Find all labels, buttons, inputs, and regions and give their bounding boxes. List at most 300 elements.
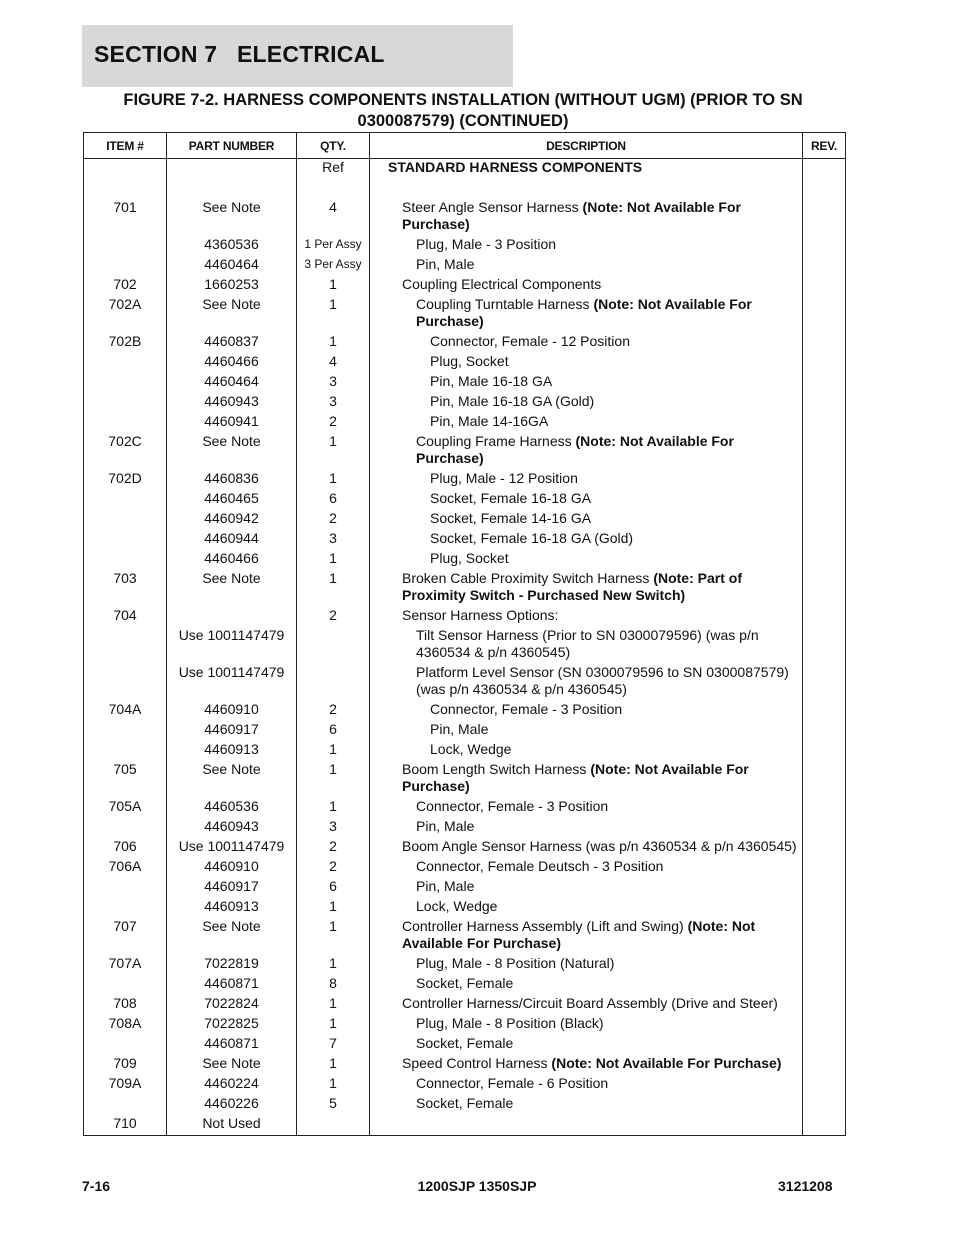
part-number-cell: Use 1001147479: [167, 838, 297, 858]
item-number-cell: 703: [84, 570, 167, 607]
rev-cell: [803, 199, 846, 236]
quantity-cell: 1: [297, 1015, 370, 1035]
item-number-cell: 707: [84, 918, 167, 955]
rev-cell: [803, 838, 846, 858]
quantity-cell: 2: [297, 607, 370, 627]
part-number-cell: 4460913: [167, 898, 297, 918]
description-cell: [370, 433, 803, 470]
description-note: (Note: Part of Proximity Switch - Purchased New Switch): [402, 570, 742, 603]
item-number-cell: 705A: [84, 798, 167, 818]
part-number-cell: Use 1001147479: [167, 664, 297, 701]
description-cell: [370, 510, 803, 530]
description-text: Socket, Female: [416, 975, 514, 991]
rev-cell: [803, 333, 846, 353]
table-row: [84, 256, 846, 276]
part-number-cell: 4460913: [167, 741, 297, 761]
item-number-cell: 710: [84, 1115, 167, 1136]
rev-cell: [803, 741, 846, 761]
rev-cell: [803, 1035, 846, 1055]
quantity-cell: [297, 627, 370, 664]
item-number-cell: 707A: [84, 955, 167, 975]
quantity-cell: [297, 664, 370, 701]
table-row: [84, 898, 846, 918]
table-row: [84, 741, 846, 761]
table-row: [84, 838, 846, 858]
item-number-cell: 709: [84, 1055, 167, 1075]
table-row: [84, 393, 846, 413]
description-cell: [370, 1015, 803, 1035]
table-row: [84, 296, 846, 333]
description-cell: [370, 975, 803, 995]
table-row: [84, 664, 846, 701]
item-number-cell: 704: [84, 607, 167, 627]
table-row: [84, 159, 846, 180]
rev-cell: [803, 256, 846, 276]
item-number-cell: 702C: [84, 433, 167, 470]
table-row: [84, 490, 846, 510]
part-number-cell: 4460837: [167, 333, 297, 353]
rev-cell: [803, 179, 846, 199]
rev-cell: [803, 1115, 846, 1136]
rev-cell: [803, 955, 846, 975]
description-text: Connector, Female - 3 Position: [416, 798, 609, 814]
table-row: [84, 955, 846, 975]
rev-cell: [803, 550, 846, 570]
quantity-cell: 1: [297, 1055, 370, 1075]
table-row: [84, 858, 846, 878]
description-cell: [370, 701, 803, 721]
quantity-cell: 1: [297, 470, 370, 490]
table-row: [84, 701, 846, 721]
rev-cell: [803, 721, 846, 741]
description-cell: [370, 393, 803, 413]
quantity-cell: 2: [297, 510, 370, 530]
page-number: 7-16: [82, 1178, 111, 1194]
rev-cell: [803, 433, 846, 470]
table-row: [84, 276, 846, 296]
rev-cell: [803, 1055, 846, 1075]
rev-cell: [803, 701, 846, 721]
rev-cell: [803, 1075, 846, 1095]
part-number-cell: 4460942: [167, 510, 297, 530]
description-note: (Note: Not Available For Purchase): [416, 296, 752, 329]
part-number-cell: 4460917: [167, 878, 297, 898]
description-text: Tilt Sensor Harness (Prior to SN 0300079596) (was p/n 4360534 & p/n 4360545): [416, 627, 759, 660]
column-header-item: ITEM #: [84, 133, 167, 159]
quantity-cell: [297, 179, 370, 199]
description-cell: [370, 413, 803, 433]
quantity-cell: 1: [297, 761, 370, 798]
part-number-cell: 4460536: [167, 798, 297, 818]
description-text: Socket, Female 16-18 GA (Gold): [430, 530, 634, 546]
quantity-cell: 1: [297, 276, 370, 296]
rev-cell: [803, 898, 846, 918]
quantity-cell: 1: [297, 1075, 370, 1095]
rev-cell: [803, 236, 846, 256]
description-note: (Note: Not Available For Purchase): [551, 1055, 782, 1071]
table-row: [84, 1115, 846, 1136]
part-number-cell: 4460944: [167, 530, 297, 550]
figure-title: [82, 90, 844, 132]
table-row: [84, 550, 846, 570]
description-cell: [370, 490, 803, 510]
item-number-cell: [84, 721, 167, 741]
item-number-cell: 702B: [84, 333, 167, 353]
description-cell: [370, 798, 803, 818]
quantity-cell: 1: [297, 741, 370, 761]
item-number-cell: [84, 393, 167, 413]
rev-cell: [803, 818, 846, 838]
table-row: [84, 607, 846, 627]
table-row: [84, 761, 846, 798]
rev-cell: [803, 413, 846, 433]
table-row: [84, 199, 846, 236]
item-number-cell: [84, 1035, 167, 1055]
item-number-cell: 706: [84, 838, 167, 858]
quantity-cell: 2: [297, 413, 370, 433]
description-text: Coupling Frame Harness: [416, 433, 576, 449]
rev-cell: [803, 858, 846, 878]
description-text: Socket, Female 16-18 GA: [430, 490, 592, 506]
description-cell: [370, 179, 803, 199]
part-number-cell: 4460224: [167, 1075, 297, 1095]
description-cell: [370, 236, 803, 256]
part-number-cell: 4460466: [167, 353, 297, 373]
rev-cell: [803, 1095, 846, 1115]
rev-cell: [803, 878, 846, 898]
description-text: Socket, Female 14-16 GA: [430, 510, 592, 526]
item-number-cell: [84, 818, 167, 838]
quantity-cell: 3: [297, 818, 370, 838]
table-row: [84, 721, 846, 741]
description-cell: [370, 570, 803, 607]
table-row: [84, 1015, 846, 1035]
description-note: (Note: Not Available For Purchase): [402, 199, 741, 232]
part-number-cell: [167, 159, 297, 180]
item-number-cell: [84, 741, 167, 761]
item-number-cell: 702: [84, 276, 167, 296]
quantity-cell: 6: [297, 490, 370, 510]
description-cell: [370, 918, 803, 955]
description-cell: [370, 199, 803, 236]
rev-cell: [803, 470, 846, 490]
table-row: [84, 333, 846, 353]
description-cell: [370, 276, 803, 296]
quantity-cell: 1: [297, 798, 370, 818]
quantity-cell: 1: [297, 550, 370, 570]
table-row: [84, 1055, 846, 1075]
description-text: Speed Control Harness: [402, 1055, 552, 1071]
part-number-cell: See Note: [167, 1055, 297, 1075]
description-text: Socket, Female: [416, 1095, 514, 1111]
quantity-cell: 4: [297, 353, 370, 373]
quantity-cell: Ref: [297, 159, 370, 180]
description-text: Pin, Male: [430, 721, 489, 737]
table-row: [84, 818, 846, 838]
figure-title-line-2: 0300087579) (CONTINUED): [357, 112, 569, 130]
part-number-cell: 4460836: [167, 470, 297, 490]
description-text: Pin, Male: [416, 878, 475, 894]
part-number-cell: Not Used: [167, 1115, 297, 1136]
table-row: [84, 798, 846, 818]
quantity-cell: 3: [297, 373, 370, 393]
table-row: [84, 975, 846, 995]
table-header-row: [84, 133, 846, 159]
table-body: [84, 159, 846, 1136]
description-text: Broken Cable Proximity Switch Harness: [402, 570, 654, 586]
part-number-cell: 4460943: [167, 818, 297, 838]
item-number-cell: 705: [84, 761, 167, 798]
part-number-cell: 4360536: [167, 236, 297, 256]
part-number-cell: 4460917: [167, 721, 297, 741]
item-number-cell: [84, 256, 167, 276]
part-number-cell: See Note: [167, 761, 297, 798]
table-row: [84, 530, 846, 550]
rev-cell: [803, 276, 846, 296]
description-cell: [370, 898, 803, 918]
description-cell: [370, 858, 803, 878]
table-row: [84, 510, 846, 530]
quantity-cell: 1: [297, 898, 370, 918]
description-cell: [370, 741, 803, 761]
quantity-cell: 3: [297, 530, 370, 550]
column-header-description: DESCRIPTION: [370, 133, 803, 159]
description-text: Pin, Male 14-16GA: [430, 413, 549, 429]
model-label: 1200SJP 1350SJP: [417, 1178, 537, 1194]
rev-cell: [803, 975, 846, 995]
quantity-cell: 1 Per Assy: [297, 236, 370, 256]
description-cell: [370, 627, 803, 664]
description-note: (Note: Not Available For Purchase): [416, 433, 734, 466]
rev-cell: [803, 510, 846, 530]
table-row: [84, 236, 846, 256]
description-text: Boom Length Switch Harness: [402, 761, 591, 777]
table-row: [84, 878, 846, 898]
description-note: STANDARD HARNESS COMPONENTS: [388, 159, 643, 175]
description-text: Connector, Female Deutsch - 3 Position: [416, 858, 664, 874]
description-cell: [370, 995, 803, 1015]
description-cell: [370, 353, 803, 373]
part-number-cell: 4460465: [167, 490, 297, 510]
item-number-cell: [84, 413, 167, 433]
table-row: [84, 373, 846, 393]
description-text: Plug, Male - 3 Position: [416, 236, 557, 252]
table-row: [84, 570, 846, 607]
item-number-cell: 706A: [84, 858, 167, 878]
part-number-cell: 4460941: [167, 413, 297, 433]
description-text: Lock, Wedge: [430, 741, 512, 757]
part-number-cell: 4460943: [167, 393, 297, 413]
quantity-cell: 8: [297, 975, 370, 995]
description-cell: [370, 1075, 803, 1095]
table-row: [84, 413, 846, 433]
document-number: 3121208: [778, 1178, 833, 1194]
part-number-cell: See Note: [167, 433, 297, 470]
item-number-cell: [84, 627, 167, 664]
rev-cell: [803, 1015, 846, 1035]
description-text: Pin, Male 16-18 GA: [430, 373, 553, 389]
description-text: Plug, Socket: [430, 353, 509, 369]
column-header-part-number: PART NUMBER: [167, 133, 297, 159]
quantity-cell: 4: [297, 199, 370, 236]
rev-cell: [803, 373, 846, 393]
part-number-cell: 4460871: [167, 1035, 297, 1055]
rev-cell: [803, 296, 846, 333]
part-number-cell: See Note: [167, 199, 297, 236]
part-number-cell: 7022824: [167, 995, 297, 1015]
table-row: [84, 1095, 846, 1115]
description-cell: [370, 256, 803, 276]
part-number-cell: 1660253: [167, 276, 297, 296]
item-number-cell: [84, 1095, 167, 1115]
rev-cell: [803, 353, 846, 373]
description-text: Plug, Male - 12 Position: [430, 470, 578, 486]
part-number-cell: [167, 179, 297, 199]
item-number-cell: 709A: [84, 1075, 167, 1095]
part-number-cell: 4460871: [167, 975, 297, 995]
quantity-cell: [297, 1115, 370, 1136]
description-text: Socket, Female: [416, 1035, 514, 1051]
item-number-cell: [84, 179, 167, 199]
description-text: Controller Harness/Circuit Board Assembly (Drive and Steer): [402, 995, 778, 1011]
description-text: Plug, Male - 8 Position (Natural): [416, 955, 615, 971]
rev-cell: [803, 664, 846, 701]
rev-cell: [803, 761, 846, 798]
description-cell: [370, 373, 803, 393]
item-number-cell: 701: [84, 199, 167, 236]
quantity-cell: 1: [297, 433, 370, 470]
description-cell: [370, 1035, 803, 1055]
description-text: Sensor Harness Options:: [402, 607, 559, 623]
item-number-cell: [84, 510, 167, 530]
description-cell: [370, 1095, 803, 1115]
parts-table: [83, 132, 846, 1136]
description-cell: [370, 550, 803, 570]
column-header-qty: QTY.: [297, 133, 370, 159]
part-number-cell: 7022825: [167, 1015, 297, 1035]
part-number-cell: 4460464: [167, 373, 297, 393]
description-cell: [370, 159, 803, 180]
description-cell: [370, 607, 803, 627]
description-text: Boom Angle Sensor Harness (was p/n 4360534 & p/n 4360545): [402, 838, 797, 854]
quantity-cell: 1: [297, 995, 370, 1015]
description-text: Plug, Male - 8 Position (Black): [416, 1015, 604, 1031]
quantity-cell: 3: [297, 393, 370, 413]
part-number-cell: See Note: [167, 918, 297, 955]
description-cell: [370, 333, 803, 353]
item-number-cell: 708A: [84, 1015, 167, 1035]
quantity-cell: 1: [297, 955, 370, 975]
table-row: [84, 433, 846, 470]
description-text: Pin, Male: [416, 818, 475, 834]
description-text: Coupling Turntable Harness: [416, 296, 594, 312]
description-cell: [370, 955, 803, 975]
item-number-cell: [84, 878, 167, 898]
quantity-cell: 1: [297, 296, 370, 333]
item-number-cell: [84, 898, 167, 918]
description-text: Connector, Female - 6 Position: [416, 1075, 609, 1091]
rev-cell: [803, 490, 846, 510]
rev-cell: [803, 393, 846, 413]
part-number-cell: 4460226: [167, 1095, 297, 1115]
description-cell: [370, 530, 803, 550]
quantity-cell: 2: [297, 701, 370, 721]
description-text: Platform Level Sensor (SN 0300079596 to SN 0300087579) (was p/n 4360534 & p/n 4360545): [416, 664, 789, 697]
description-cell: [370, 664, 803, 701]
part-number-cell: 4460466: [167, 550, 297, 570]
item-number-cell: [84, 373, 167, 393]
quantity-cell: 1: [297, 570, 370, 607]
part-number-cell: 7022819: [167, 955, 297, 975]
description-cell: [370, 721, 803, 741]
part-number-cell: 4460910: [167, 701, 297, 721]
description-text: Plug, Socket: [430, 550, 509, 566]
description-text: Lock, Wedge: [416, 898, 498, 914]
item-number-cell: 708: [84, 995, 167, 1015]
section-title: SECTION 7 ELECTRICAL: [94, 41, 385, 67]
table-row: [84, 627, 846, 664]
table-row: [84, 995, 846, 1015]
rev-cell: [803, 159, 846, 180]
quantity-cell: 6: [297, 878, 370, 898]
quantity-cell: 3 Per Assy: [297, 256, 370, 276]
item-number-cell: 704A: [84, 701, 167, 721]
part-number-cell: See Note: [167, 296, 297, 333]
description-text: Controller Harness Assembly (Lift and Swing): [402, 918, 688, 934]
description-text: Connector, Female - 3 Position: [430, 701, 623, 717]
description-cell: [370, 470, 803, 490]
description-cell: [370, 818, 803, 838]
column-header-rev: REV.: [803, 133, 846, 159]
description-cell: [370, 1115, 803, 1136]
quantity-cell: 7: [297, 1035, 370, 1055]
rev-cell: [803, 918, 846, 955]
quantity-cell: 5: [297, 1095, 370, 1115]
rev-cell: [803, 798, 846, 818]
rev-cell: [803, 627, 846, 664]
description-cell: [370, 838, 803, 858]
part-number-cell: Use 1001147479: [167, 627, 297, 664]
quantity-cell: 2: [297, 858, 370, 878]
part-number-cell: 4460910: [167, 858, 297, 878]
rev-cell: [803, 530, 846, 550]
table-row: [84, 179, 846, 199]
item-number-cell: [84, 975, 167, 995]
description-cell: [370, 878, 803, 898]
item-number-cell: [84, 236, 167, 256]
item-number-cell: 702A: [84, 296, 167, 333]
item-number-cell: 702D: [84, 470, 167, 490]
item-number-cell: [84, 353, 167, 373]
table-row: [84, 353, 846, 373]
figure-title-line-1: FIGURE 7-2. HARNESS COMPONENTS INSTALLATION (WITHOUT UGM) (PRIOR TO SN: [123, 91, 803, 109]
item-number-cell: [84, 550, 167, 570]
rev-cell: [803, 607, 846, 627]
description-text: Pin, Male: [416, 256, 475, 272]
description-text: Coupling Electrical Components: [402, 276, 602, 292]
description-cell: [370, 761, 803, 798]
table-row: [84, 918, 846, 955]
description-text: Connector, Female - 12 Position: [430, 333, 630, 349]
quantity-cell: 1: [297, 918, 370, 955]
table-row: [84, 470, 846, 490]
description-text: Steer Angle Sensor Harness: [402, 199, 583, 215]
quantity-cell: 1: [297, 333, 370, 353]
part-number-cell: [167, 607, 297, 627]
description-note: (Note: Not Available For Purchase): [402, 761, 749, 794]
item-number-cell: [84, 490, 167, 510]
description-note: (Note: Not Available For Purchase): [402, 918, 756, 951]
